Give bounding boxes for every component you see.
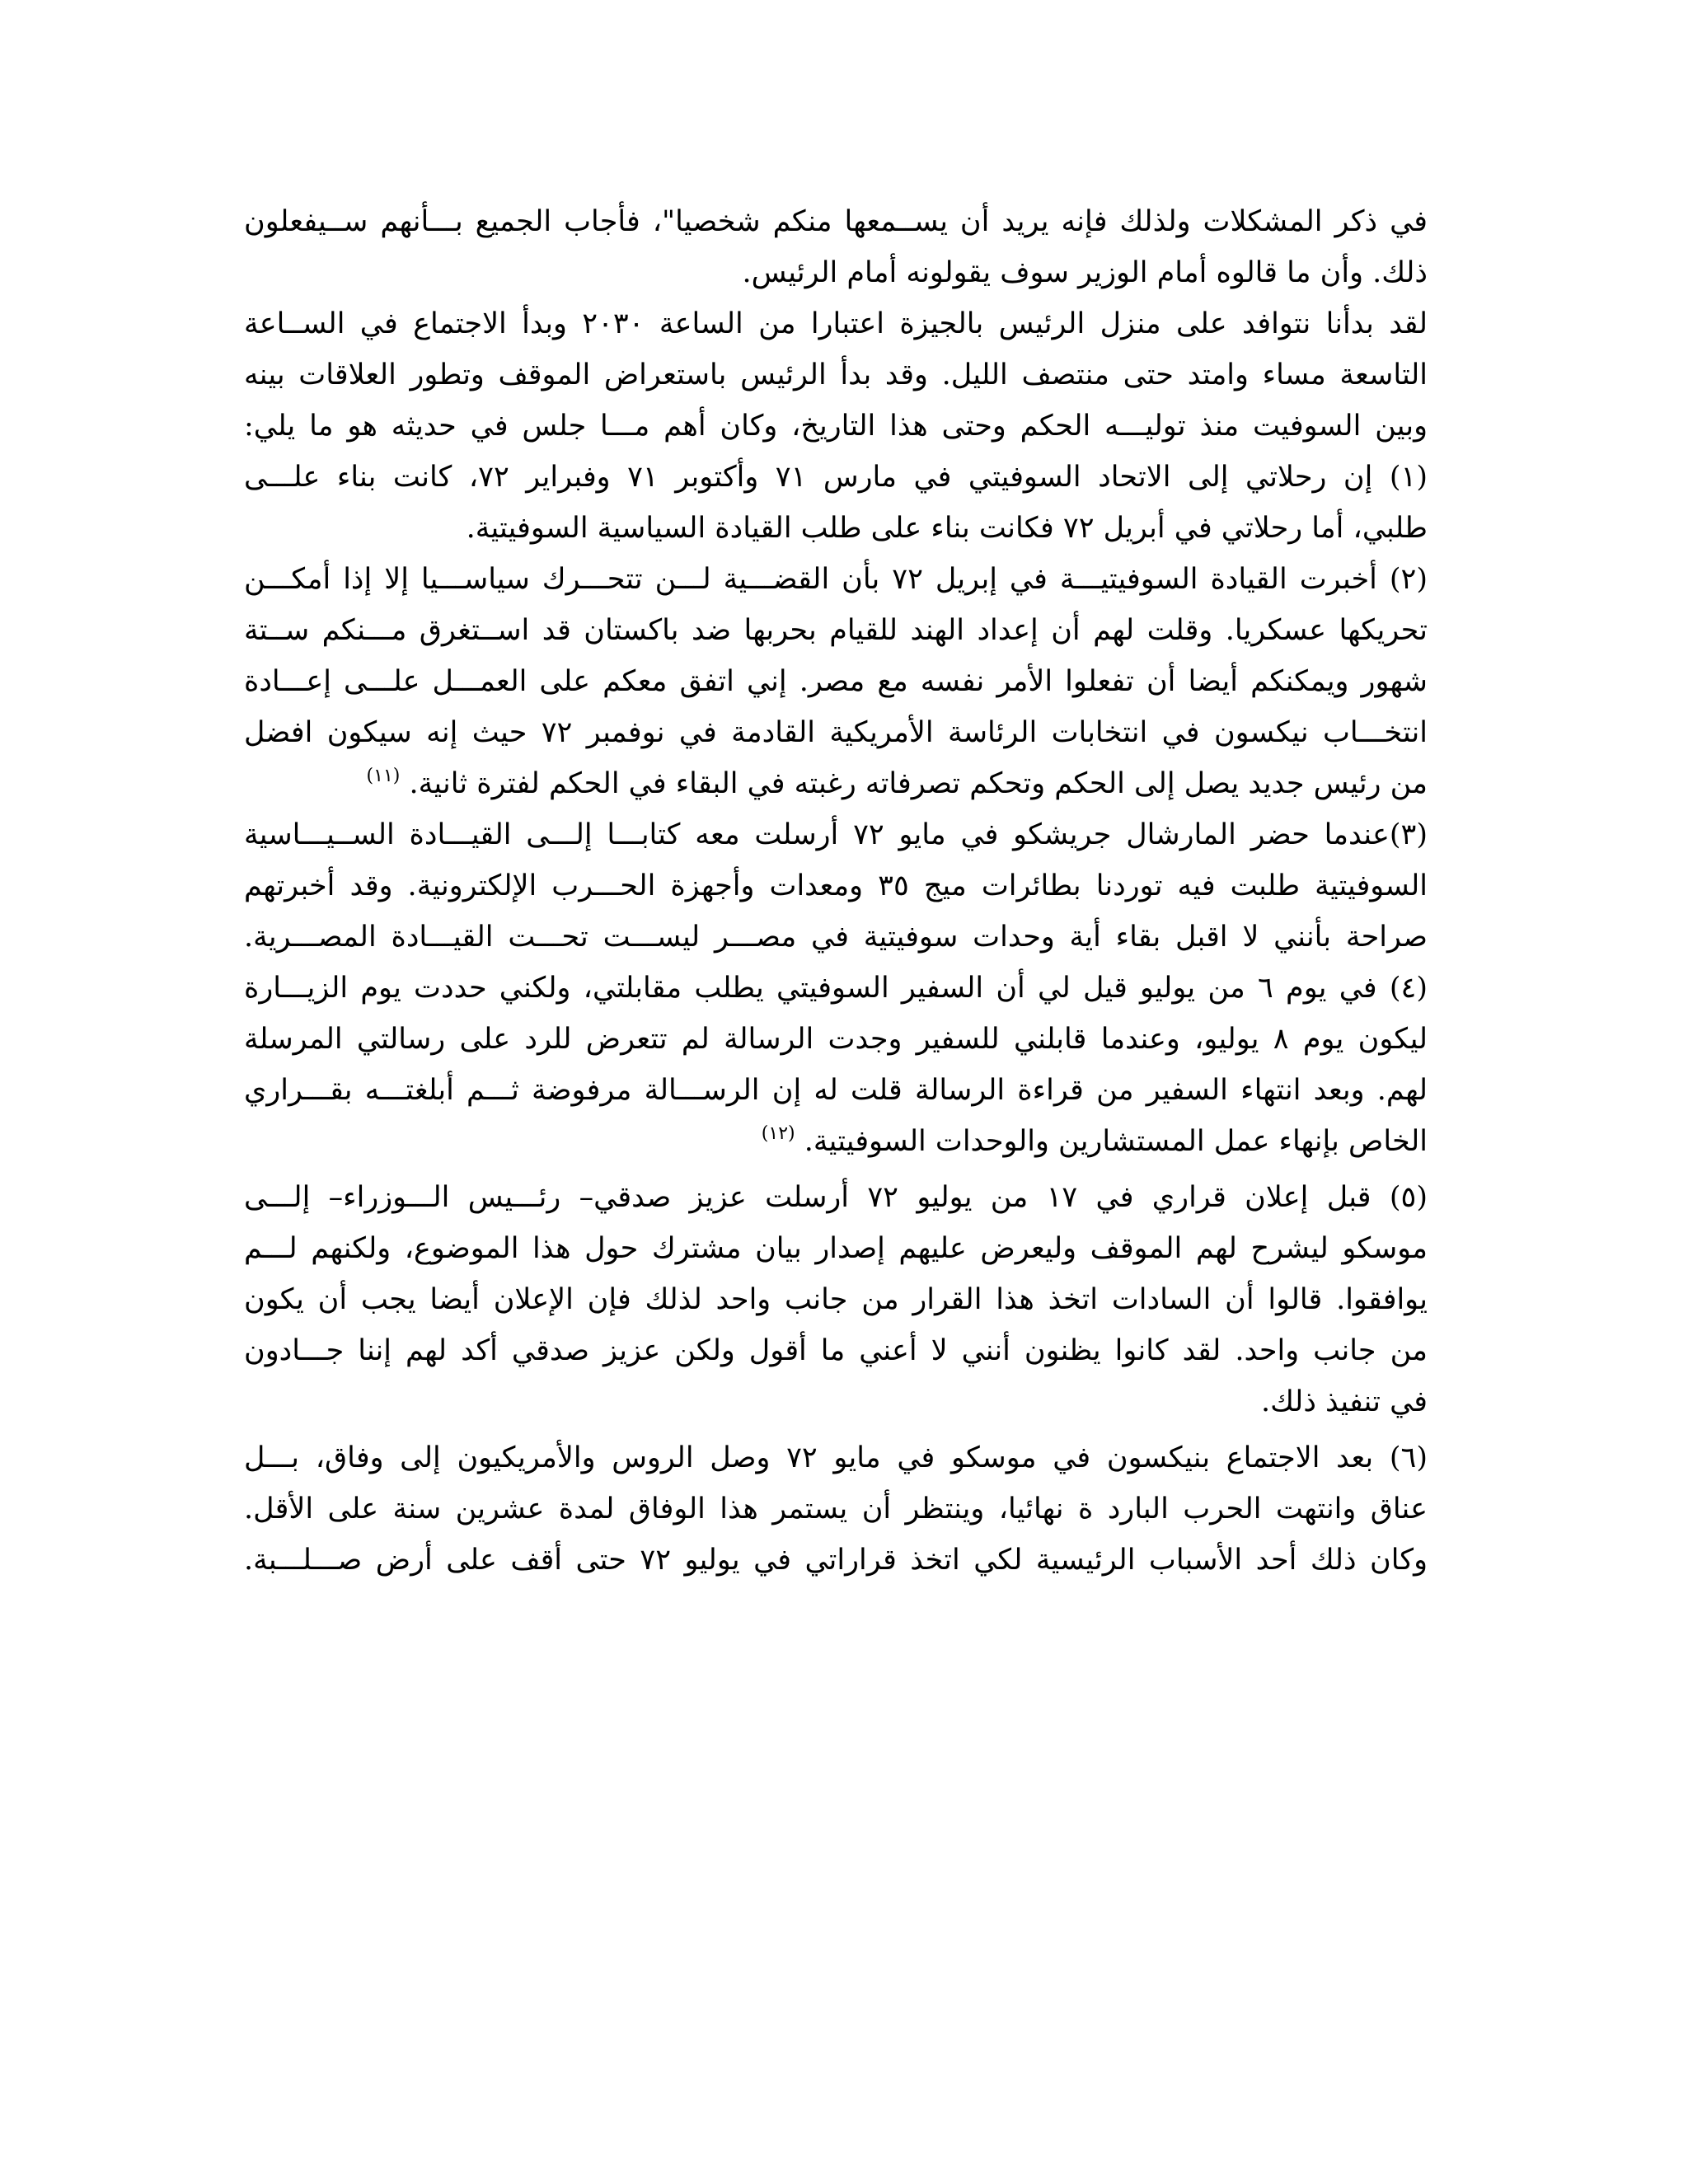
text-line: عناق وانتهت الحرب البارد ة نهائيا، وينتظر أن يستمر هذا الوفاق لمدة عشرين سنة على الأقل. [244,1493,1428,1526]
text-line: لقد بدأنا نتوافد على منزل الرئيس بالجيزة اعتبارا من الساعة ٢٠٣٠ وبدأ الاجتماع في الســاعة [244,307,1428,340]
text-line: من جانب واحد. لقد كانوا يظنون أنني لا أعني ما أقول ولكن عزيز صدقي أكد لهم إننا جـــادون [244,1334,1428,1367]
text-line: في تنفيذ ذلك. [1261,1385,1428,1418]
text-line: لهم. وبعد انتهاء السفير من قراءة الرسالة قلت له إن الرســـالة مرفوضة ثـــم أبلغتـــه بقـــراري [244,1074,1428,1107]
text-line-content: الخاص بإنهاء عمل المستشارين والوحدات السوفيتية. [804,1125,1428,1158]
text-line: شهور ويمكنكم أيضا أن تفعلوا الأمر نفسه مع مصر. إني اتفق معكم على العمـــل علـــى إعـــادة [244,665,1428,698]
text-line: (٢) أخبرت القيادة السوفيتيـــة في إبريل ٧٢ بأن القضـــية لـــن تتحـــرك سياســـيا إلا إذا أمكـــن [244,563,1428,596]
text-line: ذلك. وأن ما قالوه أمام الوزير سوف يقولونه أمام الرئيس. [742,256,1428,289]
text-line: (٦) بعد الاجتماع بنيكسون في موسكو في مايو ٧٢ وصل الروس والأمريكيون إلى وفاق، بـــل [244,1441,1428,1474]
text-line: طلبي، أما رحلاتي في أبريل ٧٢ فكانت بناء على طلب القيادة السياسية السوفيتية. [466,512,1428,545]
text-line: وكان ذلك أحد الأسباب الرئيسية لكي اتخذ قراراتي في يوليو ٧٢ حتى أقف على أرض صـــلـــبة. [244,1544,1428,1577]
text-line: انتخـــاب نيكسون في انتخابات الرئاسة الأمريكية القادمة في نوفمبر ٧٢ حيث إنه سيكون افضل [244,716,1428,749]
document-body [244,196,1428,1586]
text-line: يوافقوا. قالوا أن السادات اتخذ هذا القرار من جانب واحد لذلك فإن الإعلان أيضا يجب أن يكون [244,1283,1428,1316]
text-line: تحريكها عسكريا. وقلت لهم أن إعداد الهند للقيام بحربها ضد باكستان قد اســتغرق مـــنكم ســتة [244,614,1428,647]
text-line: موسكو ليشرح لهم الموقف وليعرض عليهم إصدار بيان مشترك حول هذا الموضوع، ولكنهم لـــم [244,1232,1428,1265]
text-line: (٥) قبل إعلان قراري في ١٧ من يوليو ٧٢ أرسلت عزيز صدقي– رئـــيس الـــوزراء– إلـــى [244,1181,1428,1214]
text-line: وبين السوفيت منذ توليـــه الحكم وحتى هذا التاريخ، وكان أهم مـــا جلس في حديثه هو ما يلي: [244,410,1428,443]
footnote-reference: (١٢) [761,1123,795,1144]
text-line: (٤) في يوم ٦ من يوليو قيل لي أن السفير السوفيتي يطلب مقابلتي، ولكني حددت يوم الزيـــارة [244,972,1428,1005]
text-line-with-footnote [244,1116,1428,1167]
text-line: السوفيتية طلبت فيه توردنا بطائرات ميج ٣٥ ومعدات وأجهزة الحـــرب الإلكترونية. وقد أخبرتهم [244,869,1428,902]
text-line: ليكون يوم ٨ يوليو، وعندما قابلني للسفير وجدت الرسالة لم تتعرض للرد على رسالتي المرسلة [244,1023,1428,1056]
text-line-content: من رئيس جديد يصل إلى الحكم وتحكم تصرفاته رغبته في البقاء في الحكم لفترة ثانية. [409,767,1428,800]
text-line: التاسعة مساء وامتد حتى منتصف الليل. وقد بدأ الرئيس باستعراض الموقف وتطور العلاقات بينه [244,359,1428,391]
text-line: (٣)عندما حضر المارشال جريشكو في مايو ٧٢ أرسلت معه كتابـــا إلـــى القيـــادة الســيـــاسية [244,818,1428,851]
text-line-with-footnote [244,758,1428,809]
footnote-reference: (١١) [366,766,401,786]
text-line: (١) إن رحلاتي إلى الاتحاد السوفيتي في مارس ٧١ وأكتوبر ٧١ وفبراير ٧٢، كانت بناء علـــى [244,461,1428,494]
text-line: في ذكر المشكلات ولذلك فإنه يريد أن يســمعها منكم شخصيا"، فأجاب الجميع بـــأنهم ســيفعلون [244,205,1428,238]
text-line: صراحة بأنني لا اقبل بقاء أية وحدات سوفيتية في مصـــر ليســـت تحـــت القيـــادة المصـــرية. [244,921,1428,954]
